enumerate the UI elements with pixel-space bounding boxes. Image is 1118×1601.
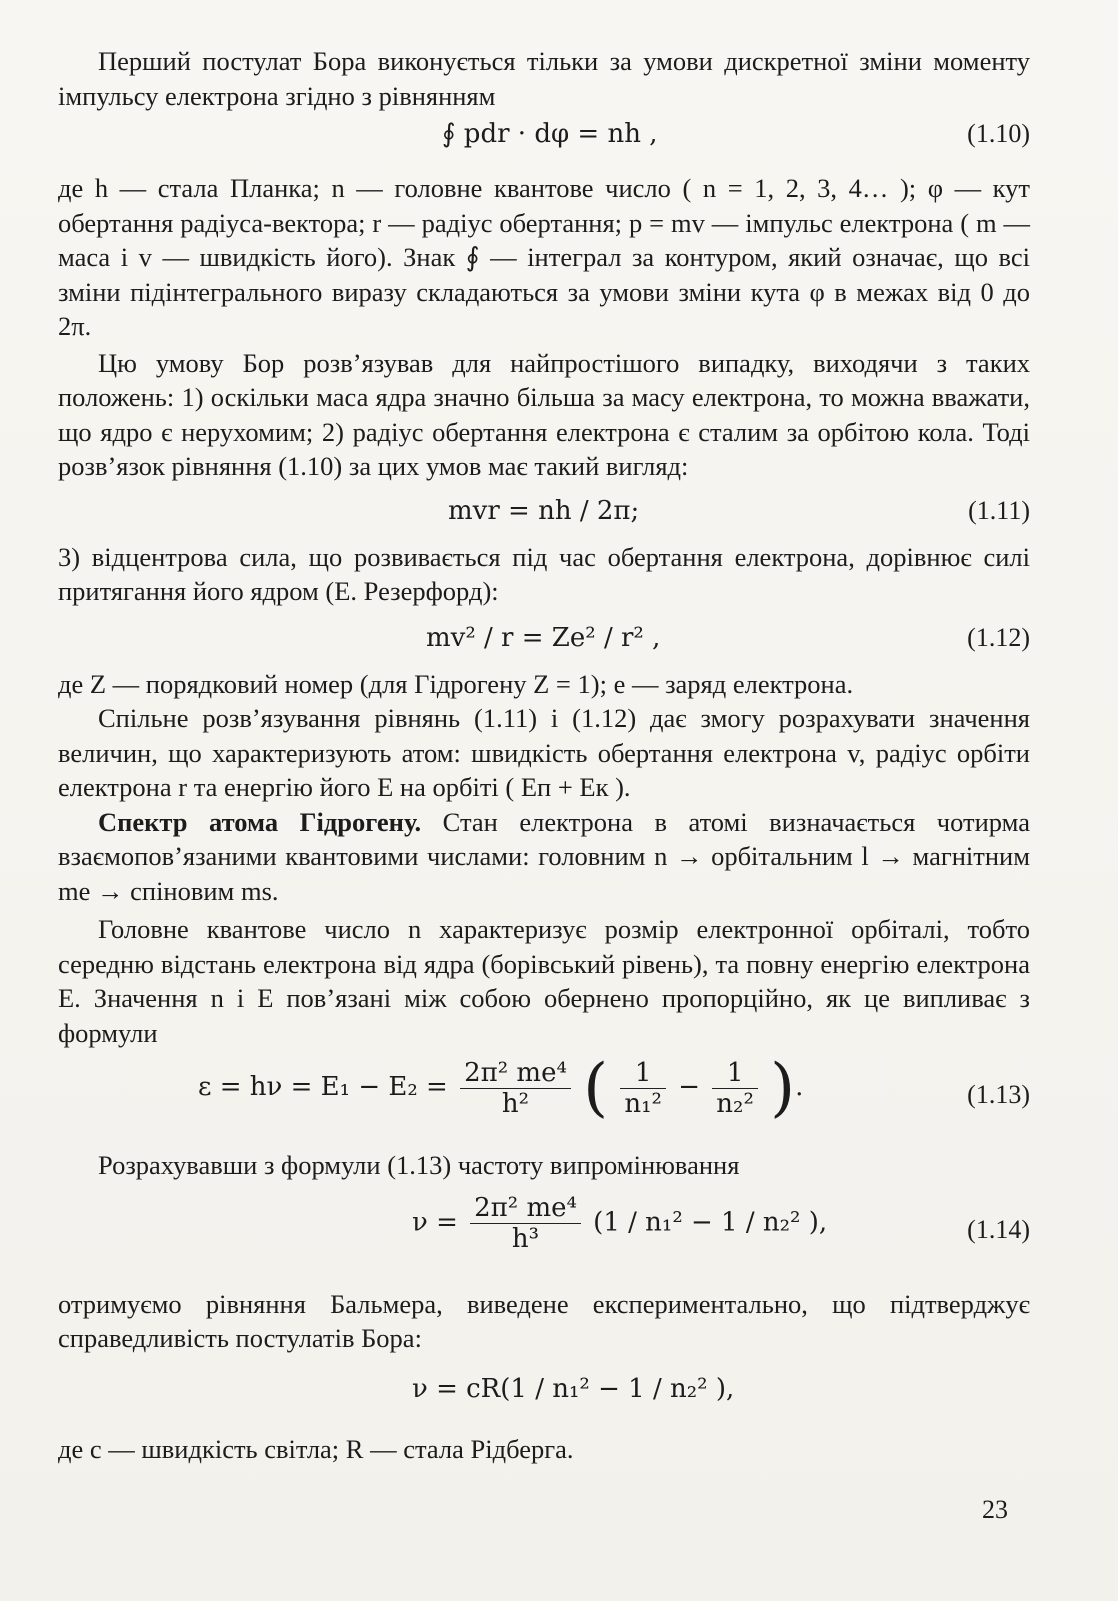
- fraction-denominator: h³: [511, 1223, 540, 1254]
- paragraph-4: 3) відцентрова сила, що розвивається під час обертання електрона, дорівнює силі притягання його ядром (Е. Резерфорд):: [58, 541, 1030, 606]
- paragraph-2: [58, 171, 1030, 344]
- equation-rest: (1 / n₁² − 1 / n₂² ),: [593, 1207, 828, 1237]
- equation-formula: ∮ pdr · dφ = nh ,: [442, 119, 658, 149]
- equation-lhs: ν =: [412, 1207, 458, 1237]
- equation-1-12: [58, 623, 1030, 663]
- section-heading: Спектр атома Гідрогену.: [98, 806, 422, 837]
- page-number: 23: [982, 1495, 1008, 1524]
- equation-formula: [412, 1193, 827, 1254]
- paragraph-8: Головне квантове число n характеризує розмір електронної орбіталі, тобто середню відстань електрона від ядра (борівський рівень), та повну енергію електрона E. Значення n і E пов’язані між собою обернено пропорційно, як це випливає з формули: [58, 914, 1030, 1048]
- paragraph-3: Цю умову Бор розв’язував для найпростішого випадку, виходячи з таких положень: 1) оскільки маса ядра значно більша за масу електрона, то можна вважати, що ядро є нерухомим; 2) радіус обертання електрона є сталим за орбітою кола. Тоді розв’язок рівняння (1.10) за цих умов має такий вигляд:: [58, 347, 1030, 481]
- fraction-numerator: 2π² me⁴: [470, 1193, 581, 1224]
- fraction-denominator: h²: [501, 1088, 530, 1119]
- paragraph-2-body: h — стала Планка; n — головне квантове число ( n = 1, 2, 3, 4… ); φ — кут обертання радіуса-вектора; r — радіус обертання; p = mv — імпульс електрона ( m — маса і v — швидкість його). Знак ∮ — інтеграл за контуром, який означає, що всі зміни підінтегрального виразу складаються за умови зміни кута φ в межах від 0 до 2π.: [58, 173, 1030, 341]
- equation-formula: ν = cR(1 / n₁² − 1 / n₂² ),: [412, 1373, 735, 1404]
- equation-number: (1.13): [967, 1080, 1030, 1109]
- equation-1-14: [58, 1189, 1030, 1285]
- equation-1-10: [58, 119, 1030, 159]
- paragraph-10: отримуємо рівняння Бальмера, виведене експериментально, що підтверджує справедливість постулатів Бора:: [58, 1288, 1030, 1353]
- equation-number: (1.14): [967, 1214, 1030, 1244]
- fraction-numerator: 2π² me⁴: [460, 1058, 571, 1089]
- fraction-denominator: n₁²: [624, 1088, 662, 1119]
- text-column: [58, 44, 1030, 1466]
- fraction-numerator: 1: [712, 1058, 758, 1089]
- paragraph-2-prefix: де: [58, 173, 95, 203]
- fraction-denominator: n₂²: [716, 1088, 754, 1119]
- equation-formula: mv² / r = Ze² / r² ,: [426, 622, 661, 653]
- equation-1-11: [58, 496, 1030, 536]
- equation-number: (1.12): [967, 622, 1030, 652]
- fraction: [460, 1058, 571, 1119]
- equation-lhs: ε = hν = E₁ − E₂ =: [198, 1072, 448, 1102]
- right-paren: ): [770, 1051, 796, 1125]
- equation-1-13: [58, 1051, 1030, 1146]
- fraction: [470, 1193, 581, 1254]
- left-paren: (: [583, 1051, 609, 1125]
- equation-formula: ε = hν = E₁ − E₂ = $\frac{\text{2π² me⁴}}{\text{h²}}$ ( $\frac{1}{\text{n₁²}}$ − $\frac{1}{\text{n₂²}}$ ).: [198, 1051, 804, 1125]
- paragraph-5: де Z — порядковий номер (для Гідрогену Z = 1); e — заряд електрона.: [58, 668, 854, 699]
- paragraph-9: Розрахувавши з формули (1.13) частоту випромінювання: [98, 1150, 740, 1180]
- fraction: [620, 1058, 666, 1119]
- equation-balmer: [58, 1368, 1030, 1424]
- paragraph-1: Перший постулат Бора виконується тільки за умови дискретної зміни моменту імпульсу електрона згідно з рівнянням: [58, 46, 1030, 111]
- paragraph-7-body: Стан електрона в атомі визначається чотирма взаємопов’язаними квантовими числами: головним n → орбітальним l → магнітним me → спіновим ms.: [58, 806, 1030, 906]
- fraction-numerator: 1: [620, 1058, 666, 1089]
- equation-number: (1.10): [967, 119, 1030, 148]
- fraction: [712, 1058, 758, 1119]
- paragraph-7: [58, 805, 1030, 909]
- paragraph-6: Спільне розв’язування рівнянь (1.11) і (1.12) дає змогу розрахувати значення величин, що характеризують атом: швидкість обертання електрона v, радіус орбіти електрона r та енергію його E на орбіті ( Eп + Eк ).: [58, 703, 1030, 802]
- minus-sign: −: [678, 1072, 701, 1102]
- equation-formula: mvr = nh / 2π;: [448, 495, 640, 526]
- paragraph-11: де c — швидкість світла; R — стала Рідберга.: [58, 1433, 574, 1464]
- equation-number: (1.11): [968, 495, 1030, 525]
